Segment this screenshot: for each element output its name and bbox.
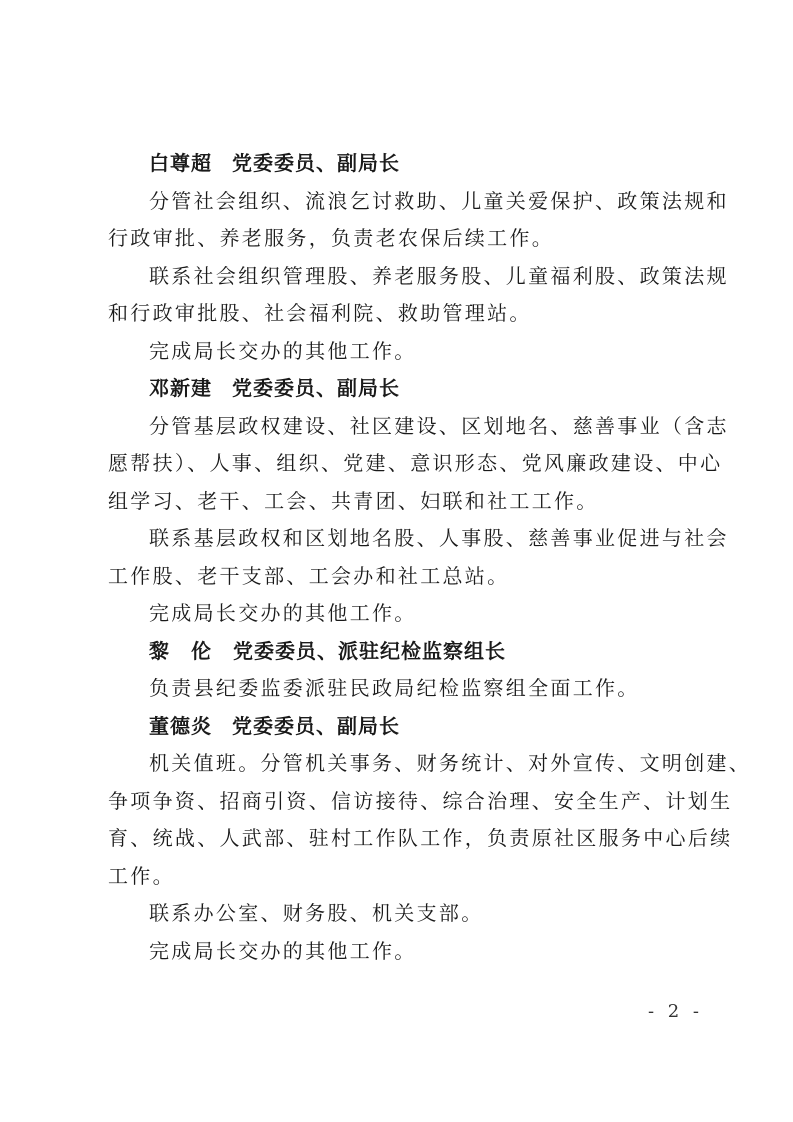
paragraph-line: 联系基层政权和区划地名股、人事股、慈善事业促进与社会: [149, 526, 729, 550]
section-heading: [108, 708, 698, 746]
paragraph-line: 完成局长交办的其他工作。: [149, 601, 417, 625]
official-name: 董德炎: [149, 713, 212, 738]
paragraph-line: 完成局长交办的其他工作。: [149, 938, 417, 963]
paragraph-line: 分管社会组织、流浪乞讨救助、儿童关爱保护、政策法规和: [149, 188, 729, 213]
paragraph-line: 联系办公室、财务股、机关支部。: [149, 901, 484, 925]
official-title: 党委委员、副局长: [232, 151, 400, 175]
official-name: 邓新建: [149, 376, 212, 400]
page-number: - 2 -: [647, 1001, 703, 1022]
section-heading: [108, 633, 698, 671]
section-heading: [108, 145, 698, 183]
section-heading: [108, 370, 698, 408]
paragraph-line: 和行政审批股、社会福利院、救助管理站。: [108, 301, 532, 325]
paragraph-line: 联系社会组织管理股、养老服务股、儿童福利股、政策法规: [149, 263, 729, 288]
paragraph-line: 育、统战、人武部、驻村工作队工作，负责原社区服务中心后续: [108, 826, 733, 850]
paragraph-line: 完成局长交办的其他工作。: [149, 338, 417, 363]
paragraph-line: 负责县纪委监委派驻民政局纪检监察组全面工作。: [149, 676, 640, 700]
paragraph-line: 分管基层政权建设、社区建设、区划地名、慈善事业（含志: [149, 413, 729, 438]
paragraph-line: 行政审批、养老服务，负责老农保后续工作。: [108, 226, 554, 250]
official-title: 党委委员、副局长: [232, 713, 400, 738]
official-title: 党委委员、副局长: [232, 376, 400, 400]
official-title: 党委委员、派驻纪检监察组长: [233, 638, 506, 663]
paragraph-line: 争项争资、招商引资、信访接待、综合治理、安全生产、计划生: [108, 788, 733, 813]
official-name: 白尊超: [149, 151, 212, 175]
document-body: [108, 145, 752, 970]
paragraph-line: 愿帮扶）、人事、组织、党建、意识形态、党风廉政建设、中心: [108, 451, 723, 475]
paragraph-line: 工作。: [108, 863, 175, 888]
official-name: 黎伦: [149, 638, 233, 663]
paragraph-line: 工作股、老干支部、工会办和社工总站。: [108, 563, 510, 588]
paragraph-line: 组学习、老干、工会、共青团、妇联和社工工作。: [108, 488, 599, 513]
paragraph-line: 机关值班。分管机关事务、财务统计、对外宣传、文明创建、: [149, 751, 752, 775]
